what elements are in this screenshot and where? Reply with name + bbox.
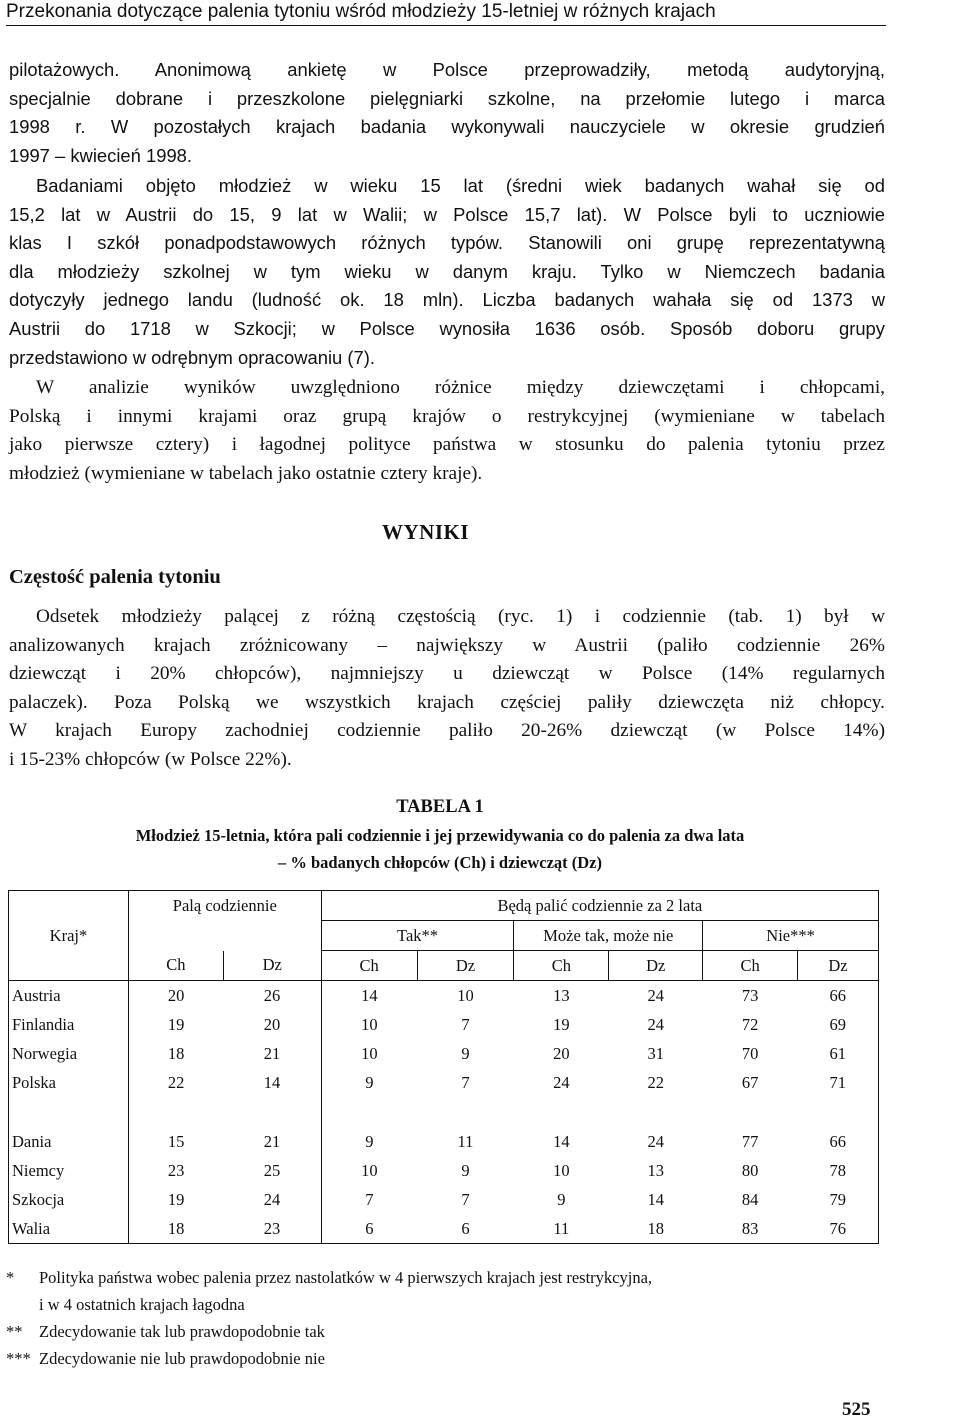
text-line: W analizie wyników uwzględniono różnice między dziewczętami i chłopcami, [36, 377, 885, 398]
paragraph-sample [9, 172, 885, 372]
header-yes: Tak** [321, 921, 514, 951]
table-row [9, 1010, 879, 1039]
value-cell: 25 [223, 1156, 321, 1185]
value-cell: 21 [223, 1039, 321, 1068]
footnote-mark: * [6, 1268, 15, 1287]
value-cell: 21 [223, 1127, 321, 1156]
value-cell: 24 [647, 1014, 664, 1034]
text-line: przedstawiono w odrębnym opracowaniu (7). [9, 346, 375, 368]
value-cell: 66 [798, 1127, 879, 1156]
value-cell: 72 [741, 1014, 759, 1034]
text-line: Odsetek młodzieży palącej z różną częstością (ryc. 1) i codziennie (tab. 1) był w [36, 606, 885, 627]
value-cell: 20 [553, 1043, 570, 1063]
table-row [9, 1039, 879, 1068]
value-cell: 11 [514, 1214, 609, 1244]
text-line: 1997 – kwiecień 1998. [9, 144, 193, 166]
value-cell: 14 [647, 1189, 664, 1209]
running-header: Przekonania dotyczące palenia tytoniu wśród młodzieży 15-letniej w różnych krajach [6, 0, 886, 26]
value-cell: 14 [361, 985, 378, 1005]
value-cell: 18 [128, 1214, 223, 1244]
value-cell: 31 [647, 1043, 664, 1063]
value-cell: 15 [167, 1131, 185, 1151]
value-cell: 22 [167, 1072, 185, 1092]
text-line: dziewcząt i 20% chłopców), najmniejszy u dziewcząt w Polsce (14% regularnych [9, 663, 885, 685]
text-line: W krajach Europy zachodniej codziennie paliło 20-26% dziewcząt (w Polsce 14%) [9, 720, 885, 742]
footnote-mark [6, 1291, 39, 1318]
value-cell: 20 [223, 1010, 321, 1039]
country-cell: Dania [9, 1127, 129, 1156]
country-cell: Finlandia [9, 1010, 129, 1039]
value-cell: 9 [365, 1072, 374, 1092]
value-cell: 18 [609, 1214, 703, 1244]
text-line: specjalnie dobrane i przeszkolone pielęgniarki szkolne, na przełomie lutego i marca [9, 87, 885, 109]
table-spacer-row [9, 1097, 879, 1127]
page-number: 525 [842, 1399, 871, 1420]
value-cell: 23 [167, 1160, 185, 1180]
value-cell: 6 [321, 1214, 417, 1244]
value-cell: 73 [741, 985, 759, 1005]
value-cell: 14 [223, 1068, 321, 1097]
header-dz: Dz [798, 951, 879, 981]
value-cell: 9 [365, 1131, 374, 1151]
table-row [9, 1185, 879, 1214]
value-cell: 19 [167, 1189, 185, 1209]
table-title: Młodzież 15-letnia, która pali codziennie i jej przewidywania co do palenia za dwa lata [135, 826, 745, 845]
value-cell: 71 [798, 1068, 879, 1097]
country-cell: Polska [9, 1068, 129, 1097]
country-cell: Niemcy [9, 1156, 129, 1185]
value-cell: 23 [223, 1214, 321, 1244]
text-line: Austrii do 1718 w Szkocji; w Polsce wynosiła 1636 osób. Sposób doboru grupy [9, 317, 885, 339]
text-line: jako pierwsze cztery) i łagodnej polityce państwa w stosunku do palenia tytoniu przez [9, 434, 885, 456]
text-line: młodzież (wymieniane w tabelach jako ostatnie cztery kraje). [9, 462, 483, 484]
paragraph-results [9, 603, 885, 775]
header-ch: Ch [514, 951, 609, 981]
footnote [6, 1291, 889, 1318]
footnote-mark: ** [6, 1322, 23, 1341]
text-line: analizowanych krajach zróżnicowany – największy w Austrii (paliło codziennie 26% [9, 634, 885, 656]
value-cell: 70 [741, 1043, 759, 1063]
footnote [6, 1318, 889, 1345]
value-cell: 7 [461, 1072, 470, 1092]
header-dz: Dz [609, 951, 703, 981]
text-line: 1998 r. W pozostałych krajach badania wykonywali nauczyciele w okresie grudzień [9, 116, 885, 138]
value-cell: 67 [741, 1072, 759, 1092]
country-cell: Walia [9, 1214, 129, 1244]
value-cell: 10 [361, 1160, 378, 1180]
value-cell: 61 [798, 1039, 879, 1068]
value-cell: 77 [741, 1131, 759, 1151]
text-line: i 15-23% chłopców (w Polsce 22%). [9, 748, 292, 770]
footnote-text: i w 4 ostatnich krajach łagodna [39, 1295, 245, 1314]
table-row [9, 1127, 879, 1156]
text-line: klas I szkół ponadpodstawowych różnych typów. Stanowili oni grupę reprezentatywną [9, 232, 885, 254]
value-cell: 7 [461, 1189, 470, 1209]
footnote-mark: *** [6, 1349, 31, 1368]
value-cell: 26 [223, 981, 321, 1011]
value-cell: 10 [553, 1160, 570, 1180]
value-cell: 24 [647, 985, 664, 1005]
paragraph-analysis [9, 374, 885, 488]
header-ch: Ch [321, 951, 417, 981]
value-cell: 10 [457, 985, 474, 1005]
text-line: pilotażowych. Anonimową ankietę w Polsce przeprowadziły, metodą audytoryjną, [9, 59, 885, 80]
table-row [9, 1068, 879, 1097]
table-row [9, 1214, 879, 1244]
value-cell: 76 [798, 1214, 879, 1244]
value-cell: 7 [461, 1014, 470, 1034]
header-no: Nie*** [703, 921, 879, 951]
value-cell: 9 [461, 1043, 470, 1063]
value-cell: 11 [457, 1131, 474, 1151]
value-cell: 22 [647, 1072, 664, 1092]
header-dz: Dz [223, 951, 321, 981]
value-cell: 19 [167, 1014, 185, 1034]
value-cell: 13 [647, 1160, 664, 1180]
table-label: TABELA 1 [396, 797, 484, 817]
value-cell: 24 [223, 1185, 321, 1214]
value-cell: 84 [741, 1189, 759, 1209]
data-table [8, 890, 879, 1244]
text-line: Badaniami objęto młodzież w wieku 15 lat (średni wiek badanych wahał się od [36, 175, 885, 196]
header-future: Będą palić codziennie za 2 lata [321, 891, 878, 921]
table-subtitle: – % badanych chłopców (Ch) i dziewcząt (Dz) [277, 853, 602, 872]
section-heading-results: WYNIKI [382, 520, 470, 544]
footnote-text: Polityka państwa wobec palenia przez nastolatków w 4 pierwszych krajach jest restrykcyjna, [39, 1268, 653, 1287]
value-cell: 69 [798, 1010, 879, 1039]
value-cell: 80 [741, 1160, 759, 1180]
header-dz: Dz [417, 951, 514, 981]
subsection-heading-frequency: Częstość palenia tytoniu [9, 566, 221, 588]
value-cell: 20 [167, 985, 185, 1005]
footnotes [6, 1264, 889, 1372]
header-daily: Palą codziennie [128, 891, 321, 921]
footnote-text: Zdecydowanie tak lub prawdopodobnie tak [39, 1322, 325, 1341]
value-cell: 13 [553, 985, 570, 1005]
value-cell: 7 [365, 1189, 374, 1209]
header-ch: Ch [703, 951, 798, 981]
value-cell: 83 [703, 1214, 798, 1244]
table-row [9, 1156, 879, 1185]
value-cell: 78 [798, 1156, 879, 1185]
footnote-text: Zdecydowanie nie lub prawdopodobnie nie [39, 1349, 325, 1368]
header-ch: Ch [128, 951, 223, 981]
text-line: palaczek). Poza Polską we wszystkich krajach częściej paliły dziewczęta niż chłopcy. [9, 691, 885, 713]
text-line: dotyczyły jednego landu (ludność ok. 18 mln). Liczba badanych wahała się od 1373 w [9, 289, 885, 311]
country-cell: Norwegia [9, 1039, 129, 1068]
value-cell: 66 [798, 981, 879, 1011]
value-cell: 9 [461, 1160, 470, 1180]
paragraph-method [9, 56, 885, 170]
footnote [6, 1264, 889, 1291]
value-cell: 6 [417, 1214, 514, 1244]
footnote [6, 1345, 889, 1372]
header-maybe: Może tak, może nie [514, 921, 703, 951]
table-row [9, 981, 879, 1011]
value-cell: 79 [798, 1185, 879, 1214]
value-cell: 10 [361, 1043, 378, 1063]
value-cell: 19 [553, 1014, 570, 1034]
country-cell: Szkocja [9, 1185, 129, 1214]
header-country: Kraj* [9, 891, 129, 981]
text-line: dla młodzieży szkolnej w tym wieku w danym kraju. Tylko w Niemczech badania [9, 260, 885, 282]
text-line: Polską i innymi krajami oraz grupą krajów o restrykcyjnej (wymieniane w tabelach [9, 405, 885, 427]
value-cell: 14 [553, 1131, 570, 1151]
value-cell: 24 [647, 1131, 664, 1151]
value-cell: 24 [553, 1072, 570, 1092]
text-line: 15,2 lat w Austrii do 15, 9 lat w Walii; w Polsce 15,7 lat). W Polsce byli to uczniowie [9, 203, 885, 225]
value-cell: 18 [167, 1043, 185, 1063]
value-cell: 10 [361, 1014, 378, 1034]
header-daily-spacer [128, 921, 321, 951]
country-cell: Austria [9, 981, 129, 1011]
value-cell: 9 [557, 1189, 566, 1209]
